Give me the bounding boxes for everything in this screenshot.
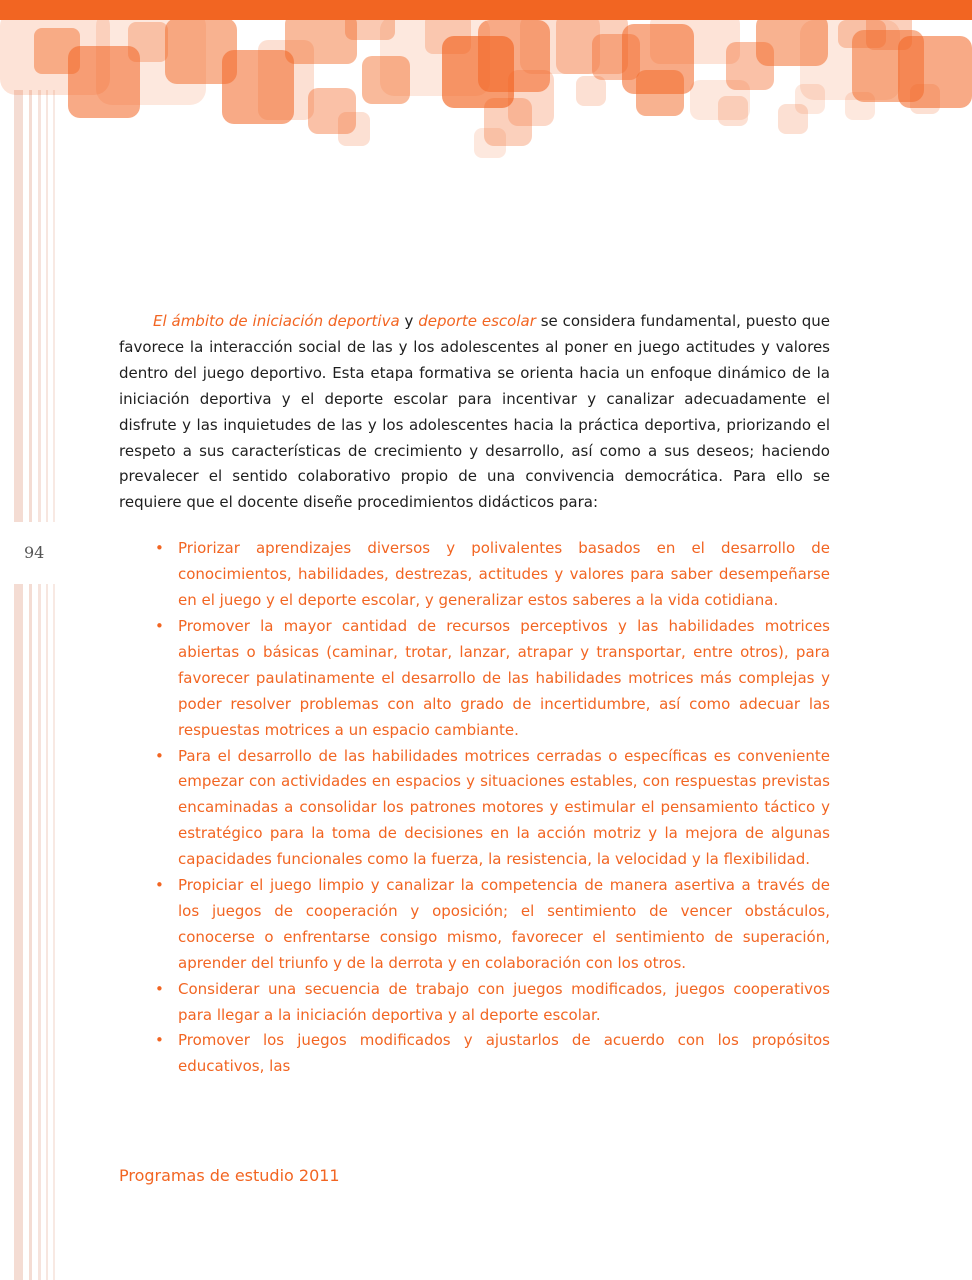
intro-conjunction: y: [399, 312, 419, 330]
bullet-icon: •: [155, 979, 164, 998]
bullet-icon: •: [155, 1031, 164, 1050]
list-item: [119, 614, 830, 744]
list-item: [119, 977, 830, 1029]
left-stripe-decoration: [0, 0, 60, 1280]
list-item: [119, 873, 830, 977]
list-item-text: Promover la mayor cantidad de recursos perceptivos y las habilidades motrices abiertas o básicas (caminar, trotar, lanzar, atrapar y transportar, entre otros), para favorecer paulatinamente el desarrollo de las habilidades motrices más complejas y poder resolver problemas con alto grado de incertidumbre, así como adecuar las respuestas motrices a un espacio cambiante.: [178, 616, 830, 739]
bullet-icon: •: [155, 746, 164, 765]
list-item-text: Promover los juegos modificados y ajustarlos de acuerdo con los propósitos educativos, las: [178, 1031, 830, 1076]
page-number: 94: [24, 543, 45, 562]
list-item: [119, 536, 830, 614]
stripe: [46, 90, 48, 1280]
list-item-text: Para el desarrollo de las habilidades motrices cerradas o específicas es conveniente empezar con actividades en espacios y situaciones estables, con respuestas previstas encaminadas a consolidar los patrones motores y estimular el pensamiento táctico y estratégico para la toma de decisiones en la acción motriz y la mejora de algunas capacidades funcionales como la fuerza, la resistencia, la velocidad y la flexibilidad.: [178, 746, 830, 869]
bullet-icon: •: [155, 539, 164, 558]
intro-text: se considera fundamental, puesto que favorece la interacción social de las y los adolescentes al poner en juego actitudes y valores dentro del juego deportivo. Esta etapa formativa se orienta hacia un enfoque dinámico de la iniciación deportiva y el deporte escolar para incentivar y canalizar adecuadamente el disfrute y las inquietudes de las y los adolescentes hacia la práctica deportiva, priorizando el respeto a sus características de crecimiento y desarrollo, así como a sus deseos; haciendo prevalecer el sentido colaborativo propio de una convivencia democrática. Para ello se requiere que el docente diseñe procedimientos didácticos para:: [119, 312, 830, 512]
stripe: [14, 90, 23, 1280]
intro-paragraph: [119, 309, 830, 516]
header-decoration: [0, 0, 972, 170]
bullet-icon: •: [155, 876, 164, 895]
intro-emphasis-2: deporte escolar: [418, 312, 536, 330]
list-item: [119, 744, 830, 874]
stripe: [29, 90, 32, 1280]
list-item-text: Considerar una secuencia de trabajo con juegos modificados, juegos cooperativos para llegar a la iniciación deportiva y al deporte escolar.: [178, 979, 830, 1024]
stripe: [38, 90, 41, 1280]
intro-emphasis-1: El ámbito de iniciación deportiva: [153, 312, 400, 330]
list-item-text: Priorizar aprendizajes diversos y polivalentes basados en el desarrollo de conocimientos, habilidades, destrezas, actitudes y valores para saber desempeñarse en el juego y el deporte escolar, y generalizar estos saberes a la vida cotidiana.: [178, 539, 830, 610]
bullet-list: [119, 536, 830, 1080]
bullet-icon: •: [155, 616, 164, 635]
top-accent-bar: [0, 0, 972, 20]
main-content: [119, 309, 830, 1080]
footer-title: Programas de estudio 2011: [119, 1166, 340, 1185]
stripe: [53, 90, 55, 1280]
list-item-text: Propiciar el juego limpio y canalizar la competencia de manera asertiva a través de los juegos de cooperación y oposición; el sentimiento de vencer obstáculos, conocerse o enfrentarse consigo mismo, favorecer el sentimiento de superación, aprender del triunfo y de la derrota y en colaboración con los otros.: [178, 876, 830, 972]
list-item: [119, 1028, 830, 1080]
